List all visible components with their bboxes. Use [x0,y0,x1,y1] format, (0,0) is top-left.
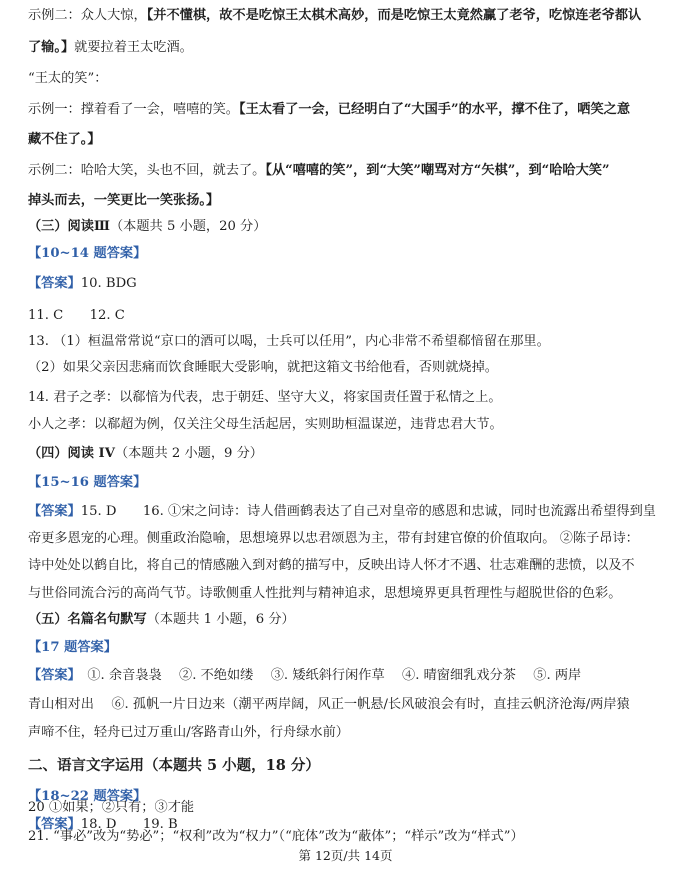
text-span: 示例一：撑着看了一会，嘻嘻的笑。 [28,102,239,117]
text-span: 【王太看了一会，已经明白了“大国手”的水平，撑不住了，哂笑之意 [239,102,631,117]
text-line [28,132,101,148]
text-line [28,360,498,376]
text-line [28,504,656,520]
text-span: （本题共 2 小题，9 分） [114,446,263,461]
answer-tag: 【答案】 [28,276,81,291]
text-span: 声啼不住，轻舟已过万重山/客路青山外，行舟绿水前） [28,725,349,740]
text-span: （五）名篇名句默写 [28,612,147,627]
text-span: （三）阅读Ⅲ [28,219,110,234]
page-footer: 第 12页/共 14页 [298,848,393,863]
answer-tag: 【答案】 [28,504,81,519]
text-span: 13. （1）桓温常常说“京口的酒可以喝，士兵可以任用”，内心非常不希望郗愔留在那里。 [28,334,550,349]
text-span: 掉头而去，一笑更比一笑张扬。】 [28,193,220,208]
answer-tag: 【10~14 题答案】 [28,246,147,261]
text-span: 帝更多恩宠的心理。侧重政治隐喻，思想境界以忠君颂恩为主，带有封建官僚的价值取向。 ②陈子昂诗： [28,531,639,546]
text-span: 青山相对出 ⑥. 孤帆一片日边来（潮平两岸阔，风正一帆悬/长风破浪会有时，直挂云帆济沧海/两岸猿 [28,697,630,712]
text-span: （本题共 5 小题，20 分） [110,219,267,234]
text-line [28,163,610,179]
text-span: 10. BDG [80,276,137,291]
text-line [28,758,320,775]
text-line [28,475,146,491]
text-line [28,219,266,235]
text-line [28,612,295,628]
text-span: 21. “事必”改为“势必”；“权利”改为“权力”（“庇体”改为“蔽体”；“样示”改为“样式”） [28,829,524,844]
text-span: （四）阅读 IV [28,446,115,461]
answer-tag: 【15~16 题答案】 [28,475,147,490]
text-line [28,71,107,87]
section-heading: 二、语言文字运用（本题共 5 小题，18 分） [28,757,320,774]
text-span: 诗中处处以鹤自比，将自己的情感融入到对鹤的描写中，反映出诗人怀才不遇、壮志难酬的悲愤，以及不 [28,558,635,573]
text-line [28,40,193,56]
text-line [28,531,639,547]
text-span: 示例二：哈哈大笑，头也不回，就去了。 [28,163,266,178]
text-span: 示例二：众人大惊， [28,8,147,23]
text-span: 【并不懂棋，故不是吃惊王太棋术高妙，而是吃惊王太竟然赢了老爷，吃惊连老爷都认 [146,8,642,23]
text-span: （本题共 1 小题，6 分） [146,612,295,627]
text-span: 藏不住了。】 [28,132,101,147]
text-line [28,417,503,433]
text-line [28,334,550,350]
text-line [28,640,117,656]
text-line [28,390,502,406]
text-line [28,193,219,209]
answer-tag: 【答案】 [28,817,81,832]
text-span: ①. 余音袅袅 ②. 不绝如缕 ③. 矮纸斜行闲作草 ④. 晴窗细乳戏分茶 ⑤. 两岸 [74,668,582,683]
text-line [28,308,125,324]
text-span: “王太的笑”： [28,71,108,86]
text-span: 15. D 16. ①宋之问诗：诗人借画鹤表达了自己对皇帝的感恩和忠诚，同时也流露出希望得到皇 [80,504,656,519]
answer-tag: 【18~22 题答案】 [28,789,147,804]
text-line [28,446,263,462]
text-line [28,558,635,574]
text-span: 11. C 12. C [28,308,125,323]
text-line [28,8,641,24]
text-span: 了输。】 [28,40,75,55]
text-line [28,102,630,118]
text-span: 18. D 19. B [80,817,178,832]
text-span: 【从“嘻嘻的笑”，到“大笑”嘲骂对方“矢棋”，到“哈哈大笑” [265,163,610,178]
text-line [28,276,137,292]
text-span: 与世俗同流合污的高尚气节。诗歌侧重人性批判与精神追求，思想境界更具哲理性与超脱世俗的色彩。 [28,586,622,601]
answer-tag: 【答案】 [28,668,75,683]
text-line [28,668,581,684]
text-line [28,246,146,262]
text-line [28,725,349,741]
text-line [28,800,194,816]
text-span: 就要拉着王太吃酒。 [74,40,193,55]
answer-tag: 【17 题答案】 [28,640,117,655]
text-span: （2）如果父亲因悲痛而饮食睡眠大受影响，就把这箱文书给他看，否则就烧掉。 [28,360,498,375]
text-line [28,586,621,602]
text-span: 14. 君子之孝：以郗愔为代表，忠于朝廷、坚守大义，将家国责任置于私情之上。 [28,390,502,405]
text-line [28,829,524,845]
text-span: 20 ①如果；②只有；③才能 [28,800,195,815]
text-line [28,697,630,713]
text-span: 小人之孝：以郗超为例，仅关注父母生活起居，实则助桓温谋逆，违背忠君大节。 [28,417,503,432]
